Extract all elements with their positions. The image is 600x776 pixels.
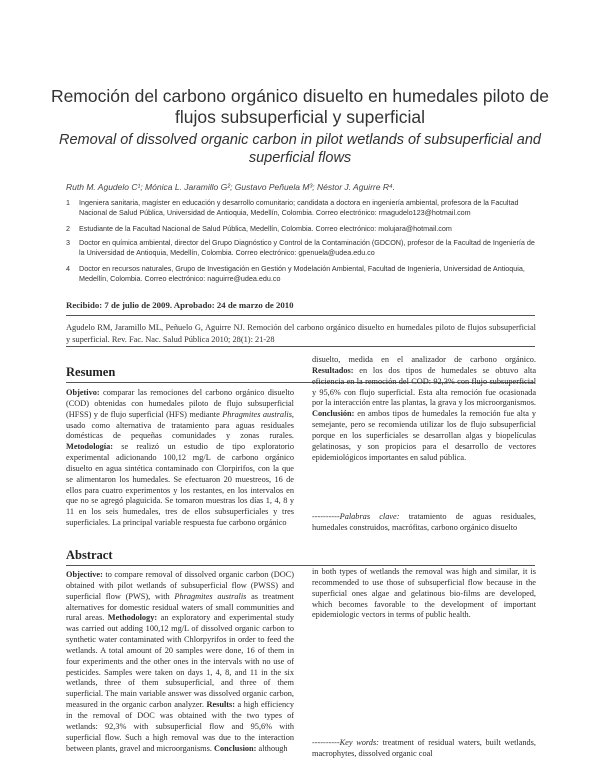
citation: Agudelo RM, Jaramillo ML, Peñuelo G, Aguirre NJ. Remoción del carbono orgánico disuelto en humedales piloto de flujos subsuperficial y superficial. Rev. Fac. Nac. Salud Pública 2010; 28(1): 21-28 bbox=[66, 323, 536, 344]
abstract-keywords: ----------Key words: treatment of residual waters, built wetlands, macrophytes, dissolved organic coal bbox=[312, 738, 536, 758]
affiliation-3: 3 Doctor en química ambiental, director del Grupo Diagnóstico y Control de la Contaminación (GDCON), profesor de la Facultad de Ingeniería de la Universidad de Antioquia, Medellín, Colombia. Correo electrónico: gpenuela@udea.edu.co bbox=[66, 238, 535, 257]
received-approved-dates: Recibido: 7 de julio de 2009. Aprobado: 24 de marzo de 2010 bbox=[66, 300, 294, 310]
resumen-heading: Resumen bbox=[66, 365, 116, 379]
divider bbox=[66, 315, 535, 316]
title-english: Removal of dissolved organic carbon in pilot wetlands of subsuperficial and superficial flows bbox=[59, 132, 541, 166]
affiliation-1: 1 Ingeniera sanitaria, magíster en educación y desarrollo comunitario; candidata a doctora en ingeniería ambiental, profesora de la Facultad Nacional de Salud Pública, Universidad de Antioquia, Medellín, Colombia. Correo electrónico: rmagudelo123@hotmail.com bbox=[66, 198, 519, 217]
abstract-heading: Abstract bbox=[66, 548, 113, 562]
abstract-col-left-continued: in both types of wetlands the removal was high and similar, it is recommended to use those of subsuperficial flow because in the superficial ones algae and gelatinous bio-films are developed, which becomes favorable to the development of important epidemiologic vectors in terms of public health. bbox=[312, 567, 536, 620]
abstract-col-left: Objective: to compare removal of dissolved organic carbon (DOC) obtained with pilot wetlands of subsuperficial flow (PWSS) and superficial flow (PWS), with Phragmites australis as treatment alternatives for domestic residual waters of small communities and rural areas. Methodology: an exploratory and experimental study was carried out adding 100,12 mg/L of dissolved organic carbon to synthetic water contaminated with Chlorpyrifos in order to feed the wetlands. A total amount of 20 samples were done, 16 of them in four experiments and the other ones in the intervals with no use of pesticides. Samples were taken on days 1, 4, 8, and 11 in the six wetlands, three of them subsuperficial, and three of them superficial. The main variable answer was dissolved organic carbon, measured in the organic carbon analyzer. Results: a high efficiency in the removal of DOC was obtained with the two types of wetlands: 92,3% with subsuperficial flow and 95,6% with superficial flow. Such a high removal was due to the interaction between plants, gravel and microorganisms. Conclusion: although bbox=[66, 570, 295, 753]
resumen-keywords: ----------Palabras clave: tratamiento de aguas residuales, humedales construidos, macrófitas, carbono orgánico disuelto bbox=[312, 512, 536, 532]
divider bbox=[66, 346, 535, 347]
resumen-col-left-continued: disuelto, medida en el analizador de carbono orgánico. Resultados: en los dos tipos de humedales se obtuvo alta eficiencia en la remoción del COD: 92,3% con flujo subsuperficial y 95,6% con flujo superficial. Esta alta remoción fue ocasionada por la interacción entre las plantas, la grava y los microorganismos. Conclusión: en ambos tipos de humedales la remoción fue alta y semejante, pero se recomienda utilizar los de flujo subsuperficial porque en los superficiales se desarrollan algas y biopelículas gelatinosas, y son propicios para el desarrollo de vectores epidemiológicos importantes en salud pública. bbox=[312, 355, 537, 462]
resumen-col-left: Objetivo: comparar las remociones del carbono orgánico disuelto (COD) obtenidas con humedales piloto de flujo subsuperficial (HFSS) y de flujo superficial (HFS) mediante Phragmites australis, usado como alternativa de tratamiento para aguas residuales domésticas de pequeñas comunidades y zonas rurales. Metodología: se realizó un estudio de tipo exploratorio experimental adicionando 100,12 mg/L de carbono orgánico disuelto en agua sintética contaminado con Clorpirifos, con la que se alimentaron los humedales. Se efectuaron 20 muestreos, 16 de ellos para cuatro experimentos y los restantes, en los intervalos en que no se agregó plaguicida. Se tomaron muestras los días 1, 4, 8 y 11 en los seis humedales, tres de ellos subsuperficiales y tres superficiales. La principal variable respuesta fue carbono orgánico bbox=[66, 388, 294, 528]
affiliation-4: 4 Doctor en recursos naturales, Grupo de Investigación en Gestión y Modelación Ambiental, Facultad de Ingeniería, Universidad de Antioquia, Medellín, Colombia. Correo electrónico: naguirre@udea.edu.co bbox=[66, 264, 525, 283]
affiliation-2: 2 Estudiante de la Facultad Nacional de Salud Pública, Medellín, Colombia. Correo electrónico: molujara@hotmail.com bbox=[66, 224, 452, 233]
divider bbox=[66, 565, 535, 566]
authors: Ruth M. Agudelo C¹; Mónica L. Jaramillo G²; Gustavo Peñuela M³; Néstor J. Aguirre R⁴. bbox=[66, 182, 396, 192]
title-spanish: Remoción del carbono orgánico disuelto en humedales piloto de flujos subsuperficial y superficial bbox=[50, 86, 550, 127]
